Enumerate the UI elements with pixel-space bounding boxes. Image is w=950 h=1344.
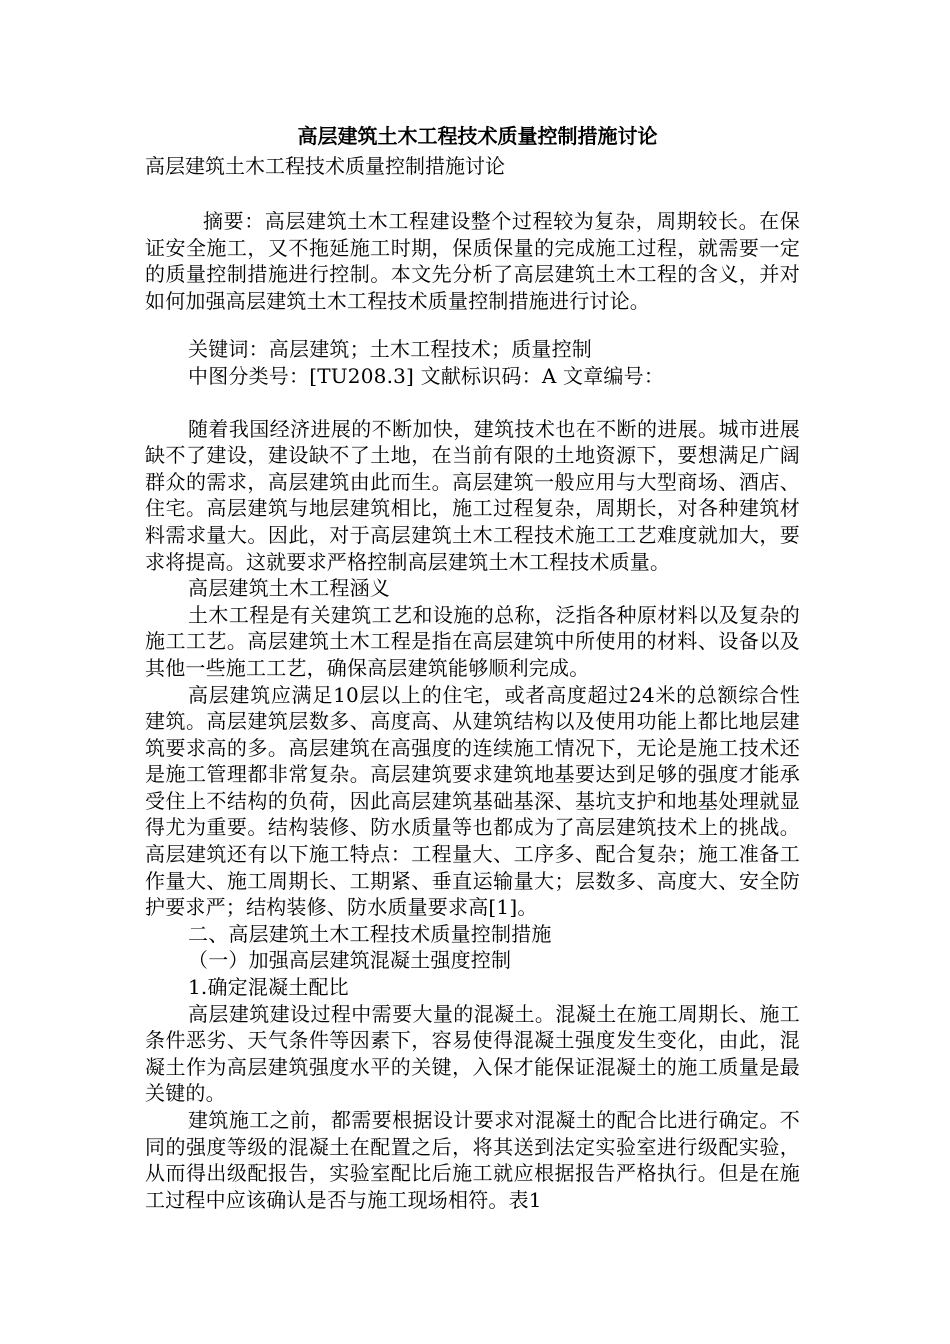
body-paragraph: 高层建筑建设过程中需要大量的混凝土。混凝土在施工周期长、施工条件恶劣、天气条件等因素下，容易使得混凝土强度发生变化，由此，混凝土作为高层建筑强度水平的关键，入保才能保证混凝土的施工质量是最关键的。	[145, 1001, 800, 1106]
spacer	[145, 314, 800, 336]
subsubsection-heading: 1.确定混凝土配比	[188, 975, 349, 1000]
subsection-heading: （一）加强高层建筑混凝土强度控制	[188, 948, 512, 973]
spacer	[145, 180, 800, 208]
abstract: 摘要：高层建筑土木工程建设整个过程较为复杂，周期较长。在保证安全施工，又不拖延施工时期，保质保量的完成施工过程，就需要一定的质量控制措施进行控制。本文先分析了高层建筑土木工程的含义，并对如何加强高层建筑土木工程技术质量控制措施进行讨论。	[145, 209, 800, 313]
document-title: 高层建筑土木工程技术质量控制措施讨论	[297, 124, 658, 148]
section-heading: 二、高层建筑土木工程技术质量控制措施	[188, 921, 552, 946]
keywords: 关键词：高层建筑；土木工程技术；质量控制	[188, 337, 592, 362]
body-paragraph: 高层建筑应满足10层以上的住宅，或者高度超过24米的总额综合性建筑。高层建筑层数多、高度高、从建筑结构以及使用功能上都比地层建筑要求高的多。高层建筑在高强度的连续施工情况下，无论是施工技术还是施工管理都非常复杂。高层建筑要求建筑地基要达到足够的强度才能承受住上不结构的负荷，因此高层建筑基础基深、基坑支护和地基处理就显得尤为重要。结构装修、防水质量等也都成为了高层建筑技术上的挑战。高层建筑还有以下施工特点：工程量大、工序多、配合复杂；施工准备工作量大、施工周期长、工期紧、垂直运输量大；层数多、高度大、安全防护要求严；结构装修、防水质量要求高[1]。	[145, 682, 800, 920]
body-paragraph: 土木工程是有关建筑工艺和设施的总称，泛指各种原材料以及复杂的施工工艺。高层建筑土木工程是指在高层建筑中所使用的材料、设备以及其他一些施工工艺，确保高层建筑能够顺利完成。	[145, 602, 800, 680]
document-subtitle: 高层建筑土木工程技术质量控制措施讨论	[145, 154, 505, 178]
body-paragraph: 建筑施工之前，都需要根据设计要求对混凝土的配合比进行确定。不同的强度等级的混凝土在配置之后，将其送到法定实验室进行级配实验，从而得出级配报告，实验室配比后施工就应根据报告严格执行。但是在施工过程中应该确认是否与施工现场相符。表1	[145, 1108, 800, 1212]
spacer	[145, 390, 800, 416]
classification: 中图分类号：[TU208.3] 文献标识码：A 文章编号：	[188, 363, 665, 388]
body-paragraph: 随着我国经济进展的不断加快，建筑技术也在不断的进展。城市进展缺不了建设，建设缺不了土地，在当前有限的土地资源下，要想满足广阔群众的需求，高层建筑由此而生。高层建筑一般应用与大型商场、酒店、住宅。高层建筑与地层建筑相比，施工过程复杂，周期长，对各种建筑材料需求量大。因此，对于高层建筑土木工程技术施工工艺难度就加大，要求将提高。这就要求严格控制高层建筑土木工程技术质量。	[145, 416, 800, 574]
section-heading: 高层建筑土木工程涵义	[188, 576, 390, 601]
document-page	[145, 120, 800, 1213]
